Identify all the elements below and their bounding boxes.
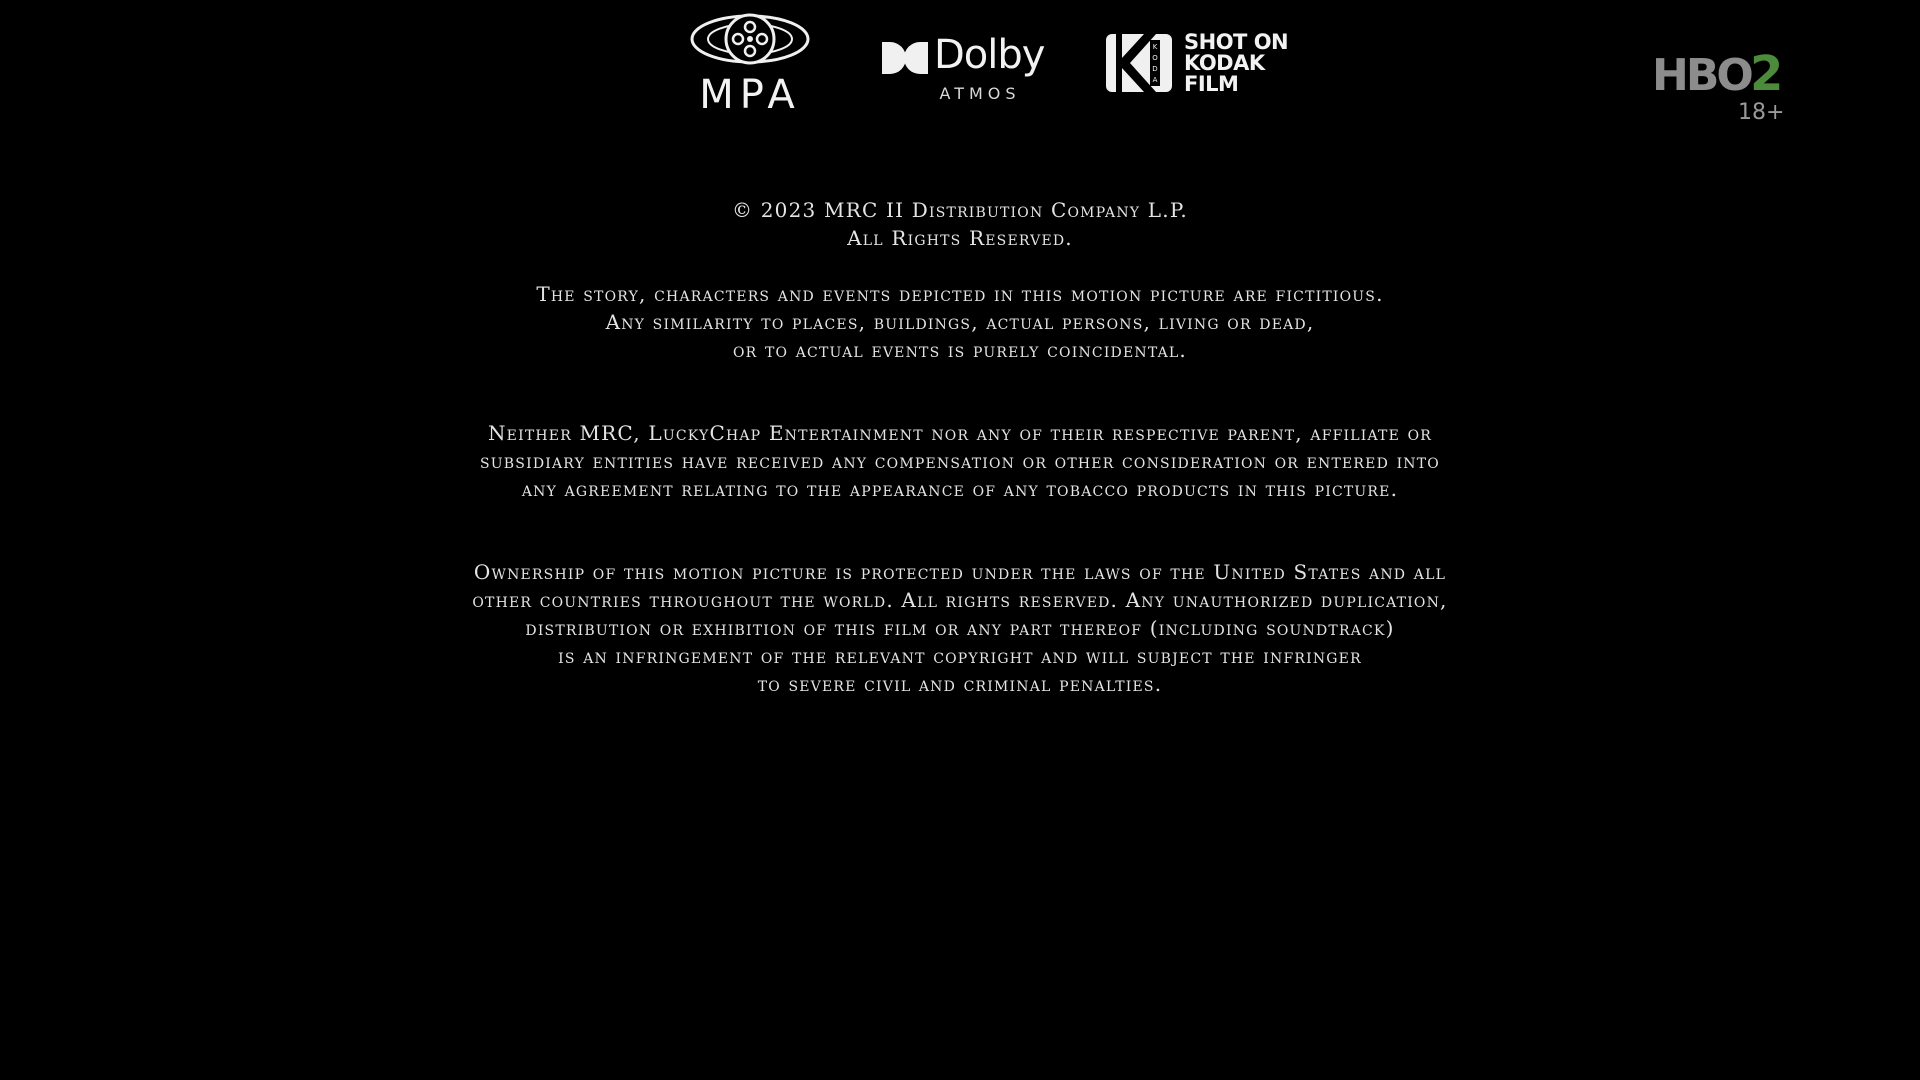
- ownership-notice-line: is an infringement of the relevant copyright and will subject the infringer: [558, 644, 1362, 668]
- copyright-block: [360, 196, 1560, 252]
- kodak-logo: [1106, 32, 1296, 102]
- copyright-line: All Rights Reserved.: [847, 226, 1073, 250]
- channel-logo: [1650, 46, 1790, 130]
- svg-text:K: K: [1152, 43, 1158, 51]
- tobacco-disclaimer-line: subsidiary entities have received any compensation or other consideration or entered into: [480, 449, 1440, 473]
- end-credits: [360, 196, 1560, 698]
- mpa-logo-text: MPA: [699, 72, 801, 118]
- channel-name: HBO: [1652, 50, 1751, 101]
- dolby-double-d-icon: [882, 42, 928, 74]
- kodak-line-1: SHOT ON: [1184, 30, 1289, 54]
- kodak-line-2: KODAK: [1184, 51, 1265, 75]
- fiction-disclaimer-line: Any similarity to places, buildings, actual persons, living or dead,: [605, 310, 1315, 334]
- tobacco-disclaimer-block: [360, 419, 1560, 503]
- svg-text:O: O: [1152, 54, 1158, 62]
- ownership-notice-line: other countries throughout the world. All rights reserved. Any unauthorized duplication,: [472, 588, 1448, 612]
- dolby-logo-text: Dolby: [934, 32, 1045, 78]
- kodak-line-3: FILM: [1184, 72, 1239, 96]
- ownership-notice-line: distribution or exhibition of this film or any part thereof (including soundtrack): [525, 616, 1395, 640]
- ownership-notice-line: to severe civil and criminal penalties.: [757, 672, 1163, 696]
- kodak-k-icon: [1106, 32, 1172, 94]
- tobacco-disclaimer-line: any agreement relating to the appearance of any tobacco products in this picture.: [521, 477, 1399, 501]
- dolby-logo-subtext: ATMOS: [939, 84, 1021, 103]
- fiction-disclaimer-line: or to actual events is purely coincidental.: [733, 338, 1187, 362]
- copyright-line: © 2023 MRC II Distribution Company L.P.: [732, 198, 1188, 222]
- ownership-notice-block: [360, 558, 1560, 698]
- kodak-logo-text: [1184, 32, 1288, 95]
- channel-number: 2: [1750, 46, 1784, 102]
- tobacco-disclaimer-line: Neither MRC, LuckyChap Entertainment nor any of their respective parent, affiliate or: [487, 421, 1432, 445]
- ownership-notice-line: Ownership of this motion picture is protected under the laws of the United States and all: [473, 560, 1447, 584]
- logo-strip: [0, 10, 1920, 125]
- fiction-disclaimer-block: [360, 280, 1560, 364]
- dolby-atmos-logo: [880, 28, 1045, 108]
- mpa-logo: [688, 10, 812, 120]
- age-rating-badge: 18+: [1738, 100, 1785, 125]
- svg-text:D: D: [1152, 65, 1158, 73]
- svg-text:A: A: [1152, 76, 1158, 84]
- mpa-film-reel-icon: [690, 12, 810, 66]
- fiction-disclaimer-line: The story, characters and events depicted in this motion picture are fictitious.: [536, 282, 1384, 306]
